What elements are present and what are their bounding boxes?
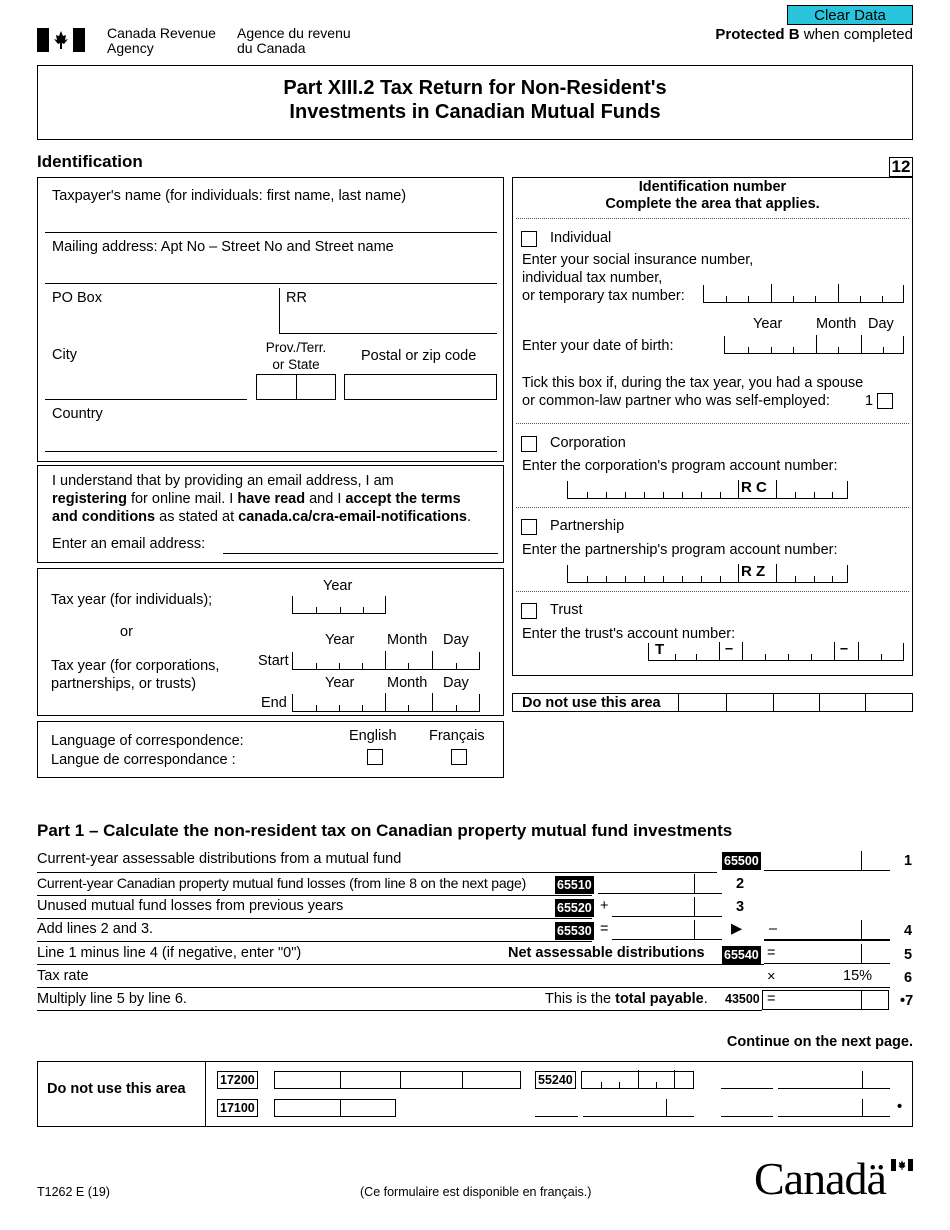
divider [516,218,909,219]
line3-number: 3 [736,899,745,915]
trust-account-field[interactable] [648,643,904,661]
dob-label: Enter your date of birth: [522,338,674,354]
tax-year-individuals-label: Tax year (for individuals); [51,592,213,608]
continue-note: Continue on the next page. [726,1034,913,1050]
rz-prefix: R Z [741,563,766,580]
field-17100 [274,1099,396,1117]
rr-field[interactable] [279,333,497,334]
blank-line [721,1088,773,1089]
corp-account-label: Enter the corporation's program account number: [522,458,838,474]
total-payable-label: This is the total payable. [545,991,708,1007]
code-17200: 17200 [217,1071,258,1089]
end-day-label: Day [443,675,469,691]
t-prefix: T [655,641,665,658]
mailing-address-field[interactable] [45,283,497,284]
tax-rate-value: 15% [843,968,873,984]
city-label: City [52,347,77,363]
sin-field[interactable] [703,285,904,303]
code-65500: 65500 [724,854,759,868]
canada-wordmark: Canadä [754,1153,914,1205]
bullet-mark: • [897,1099,903,1115]
identification-heading: Identification [37,152,143,171]
row-rule [37,964,764,965]
row-rule [37,895,592,896]
start-day-label: Day [443,632,469,648]
blank-line [721,1116,773,1117]
spouse-checkbox[interactable] [877,393,893,409]
line4-label: Add lines 2 and 3. [37,921,154,937]
do-not-use-label-bottom: Do not use this area [47,1081,186,1097]
po-box-label: PO Box [52,290,102,306]
protected-b-notice: Protected B when completed [715,26,913,43]
trust-label: Trust [550,602,583,618]
blank-line [778,1116,890,1117]
blank-line [583,1116,694,1117]
code-65510: 65510 [557,878,592,892]
line4-amount-field[interactable] [764,920,890,941]
po-box-field[interactable] [279,288,280,333]
partnership-checkbox[interactable] [521,519,537,535]
line4-op: = [600,921,609,937]
dob-field[interactable] [724,336,904,354]
end-month-label: Month [387,675,428,691]
prov-terr-field[interactable] [256,374,336,400]
line5-amount-field[interactable] [764,944,890,964]
line1-amount-field[interactable] [764,851,890,871]
line7-op: = [767,991,776,1007]
spouse-line-number: 1 [865,393,874,409]
agency-name-en: Canada Revenue Agency [107,25,216,56]
country-label: Country [52,406,103,422]
individual-checkbox[interactable] [521,231,537,247]
row-rule [37,1010,762,1011]
code-65520: 65520 [557,901,592,915]
start-label: Start [258,653,289,669]
start-date-field[interactable] [292,652,480,670]
line5-label: Line 1 minus line 4 (if negative, enter "0") [37,945,302,961]
tax-year-corps-label: Tax year (for corporations, partnerships, or trusts) [51,658,220,692]
trust-checkbox[interactable] [521,603,537,619]
line5-number: 5 [904,947,913,963]
line5-op: = [767,945,776,961]
line3-op: + [600,898,609,914]
rc-prefix: R C [741,479,767,496]
flag-icon [891,1159,913,1171]
sin-label: Enter your social insurance number, individual tax number, or temporary tax number: [522,252,754,304]
field-55240 [581,1071,694,1089]
row-rule [37,941,592,942]
line7-label: Multiply line 5 by line 6. [37,991,187,1007]
start-year-label: Year [325,632,355,648]
blank-line [862,1071,863,1088]
line1-number: 1 [904,853,913,869]
french-availability-note: (Ce formulaire est disponible en français.) [360,1185,592,1199]
part1-heading: Part 1 – Calculate the non-resident tax on Canadian property mutual fund investments [37,821,733,840]
end-date-field[interactable] [292,694,480,712]
email-label: Enter an email address: [52,536,206,552]
prov-terr-label: Prov./Terr. or State [265,340,327,372]
code-65530: 65530 [557,924,592,938]
individual-label: Individual [550,230,612,246]
or-label: or [120,624,133,640]
end-year-label: Year [325,675,355,691]
trust-account-label: Enter the trust's account number: [522,626,736,642]
line2-amount-field[interactable] [598,874,722,894]
blank-line [666,1099,667,1116]
francais-label: Français [429,728,485,744]
postal-code-field[interactable] [344,374,497,400]
line6-label: Tax rate [37,968,89,984]
id-number-title: Identification number Complete the area that applies. [605,179,820,212]
form-id: T1262 E (19) [37,1185,110,1199]
divider [516,507,909,508]
blank-line [535,1116,578,1117]
corporation-label: Corporation [550,435,626,451]
line1-label: Current-year assessable distributions from a mutual fund [37,851,402,867]
corporation-checkbox[interactable] [521,436,537,452]
email-consent-text: I understand that by providing an email address, I am registering for online mail. I have read and I accept the terms and conditions as stated at canada.ca/cra-email-notifications. [52,473,472,525]
corp-account-field[interactable] [567,481,848,499]
page-title: Part XIII.2 Tax Return for Non-Resident's Investments in Canadian Mutual Funds [283,77,667,123]
trust-dash: – [840,641,849,657]
partnership-account-field[interactable] [567,565,848,583]
row-rule [37,918,592,919]
rr-label: RR [286,290,307,306]
postal-code-label: Postal or zip code [361,348,477,364]
clear-data-button[interactable]: Clear Data [787,5,913,25]
agency-name-fr: Agence du revenu du Canada [237,25,351,56]
english-label: English [349,728,397,744]
line2-number: 2 [736,876,745,892]
francais-checkbox[interactable] [451,749,467,765]
spouse-label: Tick this box if, during the tax year, you had a spouse or common-law partner who was self-employed: [522,375,864,409]
field-17200 [274,1071,521,1089]
dob-day-label: Day [868,316,894,332]
divider [516,423,909,424]
tax-year-year-label: Year [323,578,353,594]
trust-dash: – [725,641,734,657]
line4-sum-field[interactable] [612,920,722,940]
arrow-icon: ▶ [731,921,743,937]
line2-label: Current-year Canadian property mutual fund losses (from line 8 on the next page) [37,875,527,891]
blank-line [862,1099,863,1116]
taxpayer-name-field[interactable] [45,232,497,233]
mailing-address-label: Mailing address: Apt No – Street No and Street name [52,239,394,255]
line4-op2: – [769,921,778,937]
line7-amount-field[interactable] [762,990,889,1010]
start-month-label: Month [387,632,428,648]
net-assessable-label: Net assessable distributions [508,945,705,961]
partnership-account-label: Enter the partnership's program account number: [522,542,838,558]
taxpayer-name-label: Taxpayer's name (for individuals: first name, last name) [52,188,407,204]
english-checkbox[interactable] [367,749,383,765]
email-input[interactable] [223,553,498,554]
address-box [37,177,504,462]
line6-op: × [767,969,776,985]
line4-number: 4 [904,923,913,939]
line7-number: •7 [900,993,914,1009]
line6-number: 6 [904,970,913,986]
row-rule [37,987,890,988]
dob-month-label: Month [816,316,857,332]
blank-line [778,1088,890,1089]
code-55240: 55240 [535,1071,576,1089]
line3-label: Unused mutual fund losses from previous years [37,898,344,914]
partnership-label: Partnership [550,518,625,534]
row-rule [37,872,717,873]
do-not-use-label-right: Do not use this area [522,695,661,711]
country-field[interactable] [45,451,497,452]
canada-flag-logo [37,28,85,52]
dob-year-label: Year [753,316,783,332]
code-17100: 17100 [217,1099,258,1117]
divider [516,591,909,592]
language-label: Language of correspondence: Langue de correspondance : [51,733,244,768]
code-43500: 43500 [725,992,760,1006]
city-field[interactable] [45,399,247,400]
end-label: End [261,695,287,711]
tax-year-individual-field[interactable] [292,596,386,614]
line3-amount-field[interactable] [612,897,722,917]
code-65540: 65540 [724,948,759,962]
page-number: 12 [889,157,913,177]
